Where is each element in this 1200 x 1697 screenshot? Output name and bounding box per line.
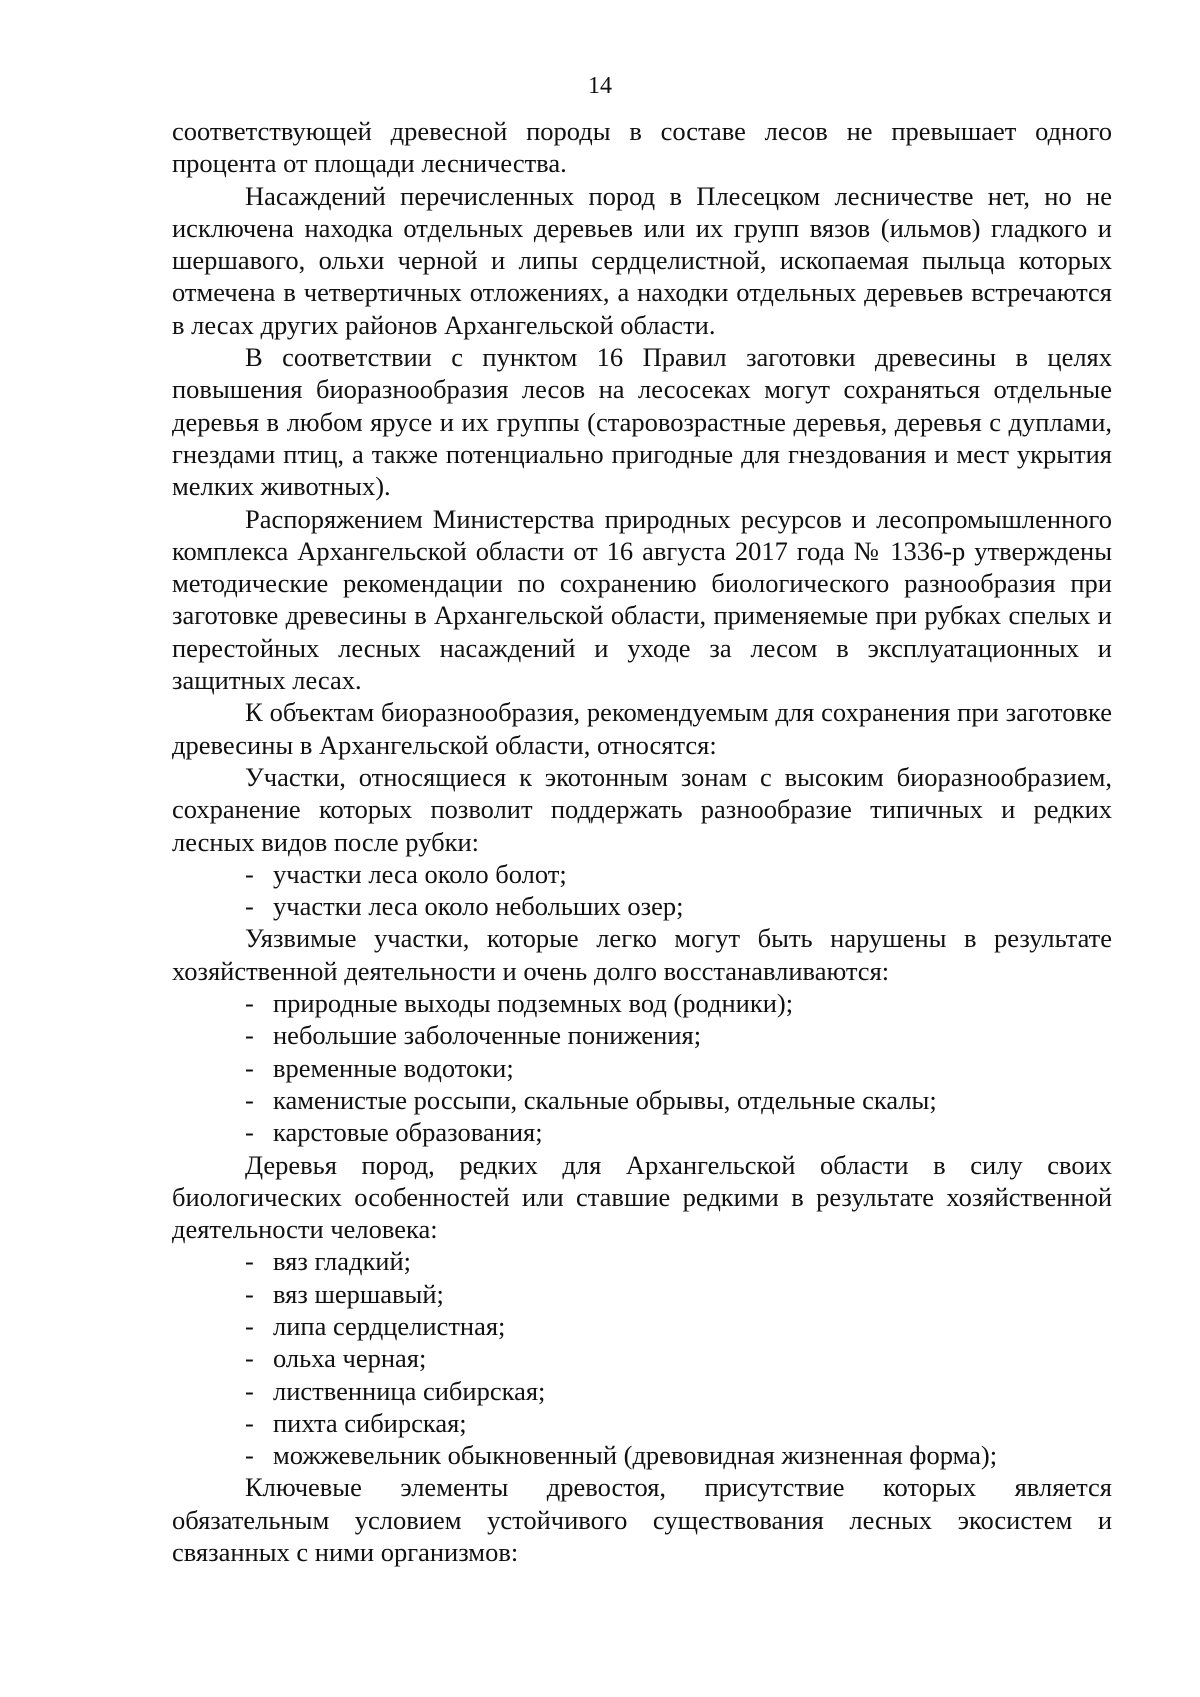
paragraph: соответствующей древесной породы в составе лесов не превышает одного процента от площади лесничества.: [172, 116, 1112, 179]
list-item: - липа сердцелистная;: [245, 1310, 506, 1341]
list-item: - пихта сибирская;: [245, 1407, 467, 1438]
list-item: - карстовые образования;: [245, 1117, 543, 1148]
paragraph: Ключевые элементы древостоя, присутствие которых является обязательным условием устойчивого существования лесных экосистем и связанных с ними организмов:: [172, 1472, 1112, 1568]
list-item: - участки леса около болот;: [245, 858, 567, 889]
paragraph: Уязвимые участки, которые легко могут быть нарушены в результате хозяйственной деятельности и очень долго восстанавливаются:: [172, 923, 1112, 986]
list-dash: -: [245, 988, 254, 1019]
list-dash: -: [245, 1375, 254, 1406]
list-dash: -: [245, 858, 254, 889]
list-dash: -: [245, 1278, 254, 1309]
list-dash: -: [245, 1310, 254, 1341]
paragraph: Распоряжением Министерства природных ресурсов и лесопромышленного комплекса Архангельской области от 16 августа 2017 года № 1336-р утверждены методические рекомендации по сохранению биологического разнообразия при заготовке древесины в Архангельской области, применяемые при рубках спелых и перестойных лесных насаждений и уходе за лесом в эксплуатационных и защитных лесах.: [172, 503, 1112, 696]
list-dash: -: [245, 1343, 254, 1374]
paragraph: Участки, относящиеся к экотонным зонам с высоким биоразнообразием, сохранение которых позволит поддержать разнообразие типичных и редких лесных видов после рубки:: [172, 761, 1112, 857]
list-item: - временные водотоки;: [245, 1052, 514, 1083]
list-dash: -: [245, 1052, 254, 1083]
page-number: 14: [588, 73, 612, 99]
list-dash: -: [245, 1407, 254, 1438]
list-dash: -: [245, 1246, 254, 1277]
list-dash: -: [245, 1084, 254, 1115]
list-item: - небольшие заболоченные понижения;: [245, 1020, 702, 1051]
list-dash: -: [245, 891, 254, 922]
document-body: [172, 115, 1112, 1568]
list-dash: -: [245, 1117, 254, 1148]
list-item: - участки леса около небольших озер;: [245, 891, 684, 922]
paragraph: В соответствии с пунктом 16 Правил заготовки древесины в целях повышения биоразнообразия лесов на лесосеках могут сохраняться отдельные деревья в любом ярусе и их группы (старовозрастные деревья, деревья с дуплами, гнездами птиц, а также потенциально пригодные для гнездования и мест укрытия мелких животных).: [172, 342, 1112, 502]
list-item: - ольха черная;: [245, 1343, 427, 1374]
list-item: - природные выходы подземных вод (родники);: [245, 988, 794, 1019]
paragraph: К объектам биоразнообразия, рекомендуемым для сохранения при заготовке древесины в Архангельской области, относятся:: [172, 697, 1112, 760]
list-item: - можжевельник обыкновенный (древовидная жизненная форма);: [245, 1440, 998, 1471]
list-item: - лиственница сибирская;: [245, 1375, 546, 1406]
paragraph: Деревья пород, редких для Архангельской области в силу своих биологических особенностей или ставшие редкими в результате хозяйственной деятельности человека:: [172, 1149, 1112, 1245]
list-item: - вяз гладкий;: [245, 1246, 412, 1277]
list-item: - вяз шершавый;: [245, 1278, 444, 1309]
list-dash: -: [245, 1440, 254, 1471]
paragraph: Насаждений перечисленных пород в Плесецком лесничестве нет, но не исключена находка отдельных деревьев или их групп вязов (ильмов) гладкого и шершавого, ольхи черной и липы сердцелистной, ископаемая пыльца которых отмечена в четвертичных отложениях, а находки отдельных деревьев встречаются в лесах других районов Архангельской области.: [172, 180, 1112, 340]
list-dash: -: [245, 1020, 254, 1051]
list-item: - каменистые россыпи, скальные обрывы, отдельные скалы;: [245, 1084, 937, 1115]
